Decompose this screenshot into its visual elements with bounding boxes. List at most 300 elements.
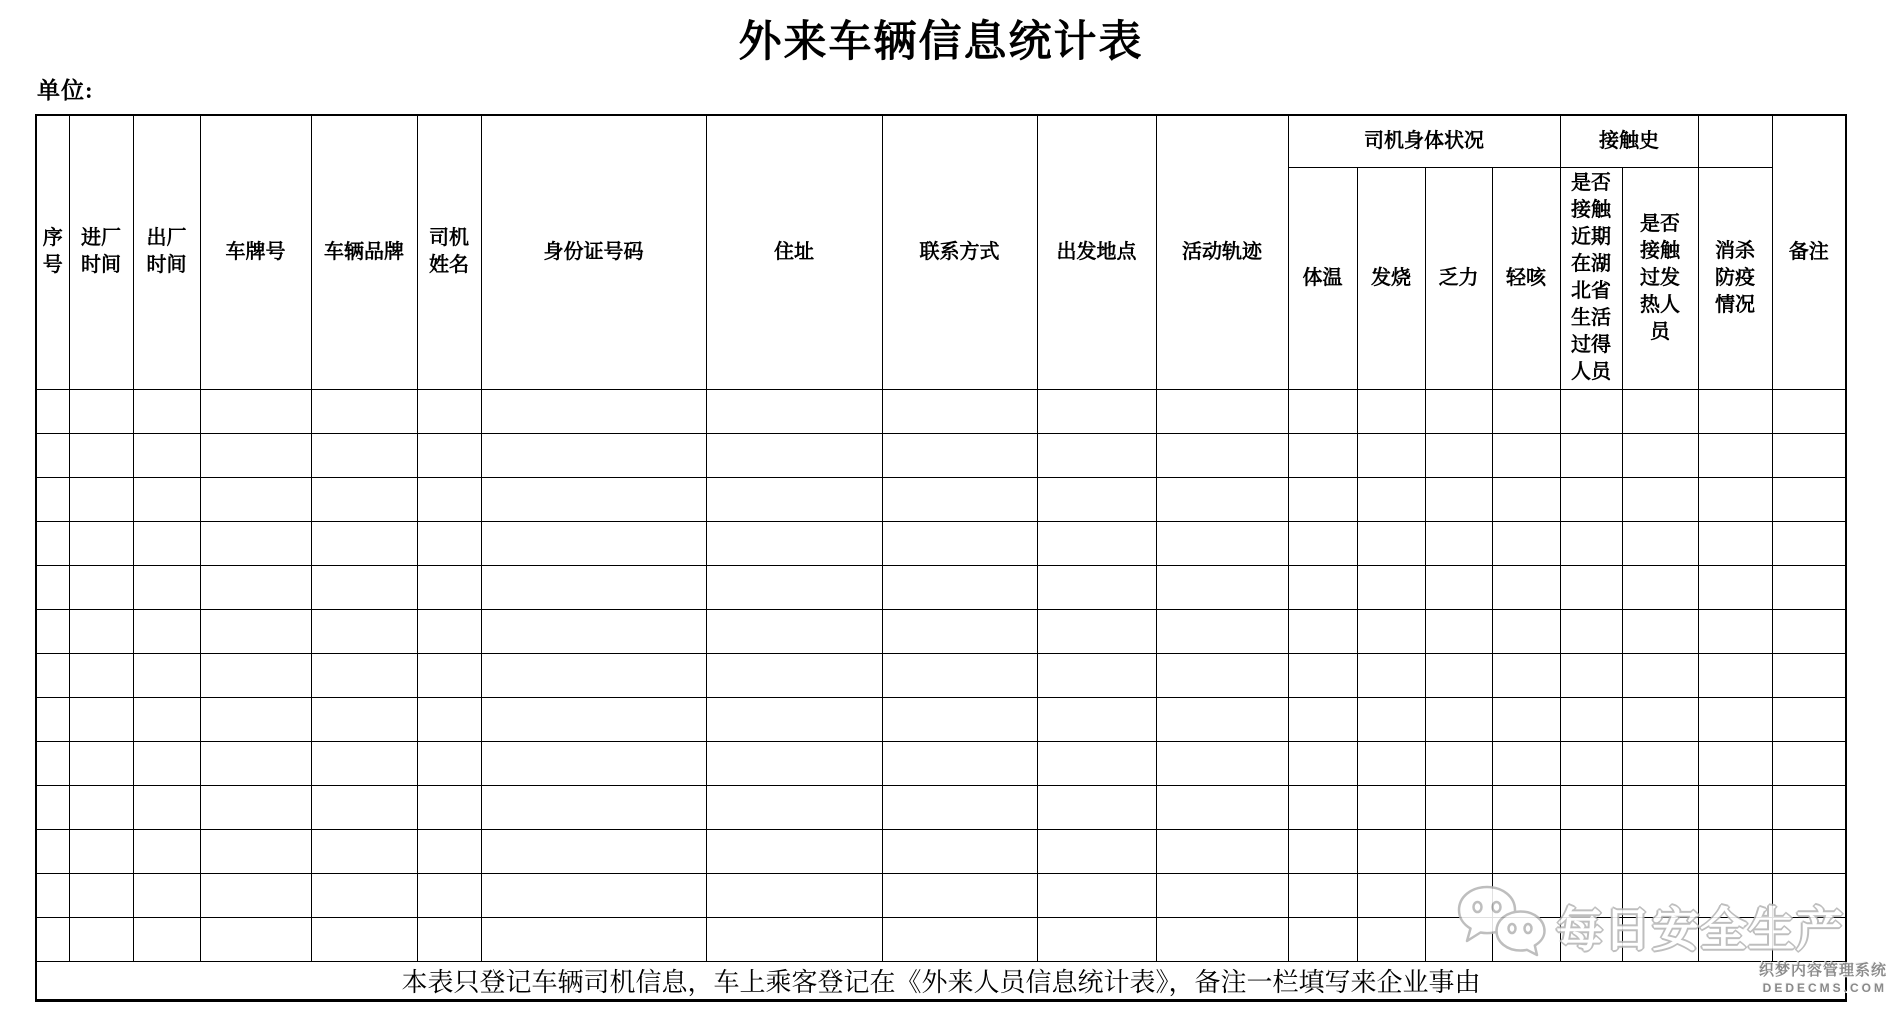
empty-cell	[1037, 565, 1156, 609]
empty-cell	[1357, 433, 1425, 477]
empty-cell	[1156, 917, 1288, 961]
watermark-text: 每日安全生产	[1556, 905, 1844, 957]
empty-cell	[1288, 389, 1357, 433]
header-label: 身份证号码	[543, 240, 644, 263]
empty-cell	[1698, 873, 1772, 917]
empty-cell	[69, 741, 133, 785]
empty-cell	[1425, 609, 1492, 653]
empty-cell	[417, 389, 481, 433]
empty-cell	[1037, 477, 1156, 521]
empty-cell	[1425, 785, 1492, 829]
empty-cell	[311, 389, 417, 433]
empty-cell	[481, 785, 706, 829]
empty-cell	[1288, 609, 1357, 653]
empty-cell	[69, 389, 133, 433]
empty-cell	[1698, 917, 1772, 961]
column-header-hubei-contact	[1560, 167, 1622, 389]
empty-cell	[1772, 917, 1846, 961]
empty-cell	[1288, 477, 1357, 521]
empty-cell	[311, 433, 417, 477]
empty-cell	[1037, 917, 1156, 961]
empty-cell	[417, 433, 481, 477]
empty-cell	[1288, 741, 1357, 785]
empty-cell	[882, 389, 1037, 433]
empty-cell	[36, 873, 69, 917]
header-label: 进厂时间	[81, 227, 121, 277]
empty-cell	[1772, 697, 1846, 741]
empty-cell	[1772, 433, 1846, 477]
empty-cell	[706, 565, 882, 609]
empty-cell	[133, 741, 200, 785]
empty-cell	[133, 873, 200, 917]
empty-cell	[1622, 873, 1698, 917]
empty-cell	[200, 521, 311, 565]
column-header-fever	[1357, 167, 1425, 389]
empty-cell	[1357, 785, 1425, 829]
column-header-fever-contact	[1622, 167, 1698, 389]
empty-cell	[1560, 741, 1622, 785]
empty-cell	[1425, 917, 1492, 961]
empty-cell	[133, 917, 200, 961]
empty-cell	[1156, 565, 1288, 609]
table-footer	[36, 961, 1846, 1000]
empty-cell	[1357, 829, 1425, 873]
empty-cell	[1156, 389, 1288, 433]
empty-cell	[1492, 917, 1560, 961]
empty-cell	[1288, 785, 1357, 829]
empty-cell	[417, 565, 481, 609]
empty-cell	[311, 521, 417, 565]
header-label: 出厂时间	[146, 227, 187, 277]
empty-cell	[200, 785, 311, 829]
empty-cell	[706, 521, 882, 565]
empty-cell	[1037, 521, 1156, 565]
empty-cell	[417, 697, 481, 741]
empty-cell	[1037, 741, 1156, 785]
empty-cell	[1156, 653, 1288, 697]
empty-cell	[417, 521, 481, 565]
empty-cell	[1698, 829, 1772, 873]
empty-cell	[1357, 697, 1425, 741]
empty-cell	[200, 609, 311, 653]
empty-cell	[1698, 477, 1772, 521]
header-label: 联系方式	[919, 240, 1000, 263]
empty-cell	[1772, 873, 1846, 917]
empty-cell	[1772, 477, 1846, 521]
empty-cell	[1357, 477, 1425, 521]
empty-cell	[1622, 565, 1698, 609]
empty-cell	[882, 653, 1037, 697]
empty-cell	[1037, 873, 1156, 917]
empty-cell	[417, 653, 481, 697]
empty-cell	[481, 609, 706, 653]
header-label: 司机身体状况	[1364, 129, 1484, 152]
empty-cell	[1357, 917, 1425, 961]
empty-cell	[1698, 785, 1772, 829]
empty-cell	[1037, 697, 1156, 741]
empty-cell	[200, 389, 311, 433]
header-label: 是否接触近期在湖北省生活过得人员	[1571, 172, 1611, 383]
empty-cell	[481, 521, 706, 565]
empty-cell	[706, 697, 882, 741]
column-header-fatigue	[1425, 167, 1492, 389]
empty-cell	[1492, 433, 1560, 477]
empty-cell	[1037, 829, 1156, 873]
empty-cell	[69, 521, 133, 565]
empty-cell	[1288, 521, 1357, 565]
empty-cell	[1156, 609, 1288, 653]
empty-cell	[706, 785, 882, 829]
empty-cell	[882, 873, 1037, 917]
header-label: 活动轨迹	[1182, 240, 1262, 263]
header-label: 是否接触过发热人员	[1640, 212, 1680, 343]
empty-cell	[417, 609, 481, 653]
empty-cell	[1772, 785, 1846, 829]
header-spacer-cell	[1698, 115, 1772, 167]
empty-cell	[706, 389, 882, 433]
empty-cell	[882, 433, 1037, 477]
empty-cell	[311, 565, 417, 609]
empty-cell	[1425, 433, 1492, 477]
empty-cell	[1156, 521, 1288, 565]
empty-cell	[1156, 697, 1288, 741]
empty-cell	[36, 785, 69, 829]
column-header-entry-time	[69, 115, 133, 389]
header-label: 车辆品牌	[324, 240, 404, 263]
header-label: 乏力	[1438, 266, 1479, 289]
empty-cell	[1560, 521, 1622, 565]
empty-cell	[69, 609, 133, 653]
header-label: 轻咳	[1506, 266, 1546, 289]
empty-cell	[200, 697, 311, 741]
empty-cell	[417, 477, 481, 521]
empty-cell	[69, 697, 133, 741]
empty-cell	[1698, 653, 1772, 697]
empty-cell	[311, 653, 417, 697]
table-row	[36, 741, 1846, 785]
table-row	[36, 697, 1846, 741]
empty-cell	[36, 389, 69, 433]
cms-badge	[1759, 961, 1887, 996]
empty-cell	[1772, 653, 1846, 697]
empty-cell	[1425, 741, 1492, 785]
empty-cell	[1698, 741, 1772, 785]
table-row	[36, 873, 1846, 917]
empty-cell	[706, 433, 882, 477]
column-header-light-cough	[1492, 167, 1560, 389]
column-header-departure-place	[1037, 115, 1156, 389]
table-row	[36, 389, 1846, 433]
empty-cell	[1288, 829, 1357, 873]
empty-cell	[706, 917, 882, 961]
header-label: 车牌号	[225, 240, 286, 263]
header-label: 接触史	[1599, 129, 1659, 152]
empty-cell	[200, 653, 311, 697]
empty-cell	[69, 917, 133, 961]
empty-cell	[1560, 433, 1622, 477]
empty-cell	[1772, 609, 1846, 653]
empty-cell	[1622, 609, 1698, 653]
empty-cell	[1037, 389, 1156, 433]
empty-cell	[69, 477, 133, 521]
empty-cell	[1560, 873, 1622, 917]
empty-cell	[1560, 389, 1622, 433]
empty-cell	[1156, 741, 1288, 785]
column-header-vehicle-brand	[311, 115, 417, 389]
empty-cell	[1622, 389, 1698, 433]
group-header-contact-history	[1560, 115, 1698, 167]
empty-cell	[133, 433, 200, 477]
empty-cell	[1425, 521, 1492, 565]
empty-cell	[200, 829, 311, 873]
empty-cell	[1288, 917, 1357, 961]
empty-cell	[133, 829, 200, 873]
empty-cell	[417, 785, 481, 829]
empty-cell	[1772, 829, 1846, 873]
empty-cell	[311, 873, 417, 917]
empty-cell	[1156, 433, 1288, 477]
empty-cell	[133, 609, 200, 653]
column-header-address	[706, 115, 882, 389]
empty-cell	[882, 609, 1037, 653]
empty-cell	[311, 609, 417, 653]
empty-cell	[1622, 917, 1698, 961]
empty-cell	[1492, 697, 1560, 741]
empty-cell	[1425, 697, 1492, 741]
empty-cell	[417, 873, 481, 917]
empty-cell	[69, 653, 133, 697]
empty-cell	[882, 697, 1037, 741]
column-header-disinfection	[1698, 167, 1772, 389]
empty-cell	[481, 433, 706, 477]
table-row	[36, 653, 1846, 697]
column-header-id-number	[481, 115, 706, 389]
empty-cell	[1698, 565, 1772, 609]
empty-cell	[311, 741, 417, 785]
empty-cell	[1622, 477, 1698, 521]
empty-cell	[1357, 653, 1425, 697]
empty-cell	[882, 917, 1037, 961]
empty-cell	[1288, 873, 1357, 917]
empty-cell	[481, 653, 706, 697]
empty-cell	[1560, 917, 1622, 961]
empty-cell	[69, 433, 133, 477]
empty-cell	[133, 697, 200, 741]
empty-cell	[1156, 785, 1288, 829]
empty-cell	[1622, 829, 1698, 873]
empty-cell	[882, 785, 1037, 829]
empty-cell	[1288, 697, 1357, 741]
empty-cell	[69, 873, 133, 917]
column-header-body-temperature	[1288, 167, 1357, 389]
empty-cell	[1425, 565, 1492, 609]
empty-cell	[1492, 477, 1560, 521]
empty-cell	[200, 741, 311, 785]
empty-cell	[1772, 389, 1846, 433]
empty-cell	[1357, 565, 1425, 609]
empty-cell	[481, 565, 706, 609]
empty-cell	[706, 741, 882, 785]
column-header-driver-name	[417, 115, 481, 389]
empty-cell	[1037, 433, 1156, 477]
empty-cell	[1698, 521, 1772, 565]
empty-cell	[200, 433, 311, 477]
empty-cell	[1156, 829, 1288, 873]
empty-cell	[36, 477, 69, 521]
empty-cell	[1560, 653, 1622, 697]
table-row	[36, 829, 1846, 873]
column-header-serial-number	[36, 115, 69, 389]
column-header-plate-number	[200, 115, 311, 389]
empty-cell	[1037, 653, 1156, 697]
empty-cell	[1425, 389, 1492, 433]
empty-cell	[36, 829, 69, 873]
empty-cell	[1622, 741, 1698, 785]
statistics-table	[35, 114, 1847, 1002]
empty-cell	[36, 653, 69, 697]
empty-cell	[1425, 829, 1492, 873]
footer-note: 本表只登记车辆司机信息，车上乘客登记在《外来人员信息统计表》，备注一栏填写来企业事由	[36, 961, 1846, 1000]
column-header-exit-time	[133, 115, 200, 389]
empty-cell	[1560, 697, 1622, 741]
empty-cell	[36, 917, 69, 961]
empty-cell	[311, 785, 417, 829]
header-label: 备注	[1788, 240, 1829, 263]
empty-cell	[69, 829, 133, 873]
empty-cell	[1156, 873, 1288, 917]
column-header-contact	[882, 115, 1037, 389]
table-header	[36, 115, 1846, 389]
empty-cell	[1357, 741, 1425, 785]
empty-cell	[36, 565, 69, 609]
header-row-groups	[36, 115, 1846, 167]
column-header-remarks	[1772, 115, 1846, 389]
empty-cell	[200, 565, 311, 609]
empty-cell	[706, 873, 882, 917]
empty-cell	[1698, 433, 1772, 477]
empty-cell	[133, 565, 200, 609]
empty-cell	[882, 565, 1037, 609]
cms-badge-line1: 织梦内容管理系统	[1758, 962, 1887, 979]
cms-badge-line2: DEDECMS.COM	[1762, 980, 1887, 995]
footer-row	[36, 961, 1846, 1000]
table-row	[36, 609, 1846, 653]
empty-cell	[69, 565, 133, 609]
table-row	[36, 433, 1846, 477]
empty-cell	[133, 389, 200, 433]
table-row	[36, 521, 1846, 565]
empty-cell	[706, 477, 882, 521]
header-label: 体温	[1302, 266, 1343, 289]
header-label: 序号	[42, 227, 63, 277]
table-body	[36, 389, 1846, 961]
empty-cell	[1492, 609, 1560, 653]
empty-cell	[1492, 389, 1560, 433]
header-label: 司机姓名	[429, 227, 469, 277]
empty-cell	[1037, 609, 1156, 653]
table-row	[36, 917, 1846, 961]
empty-cell	[1560, 609, 1622, 653]
empty-cell	[882, 829, 1037, 873]
empty-cell	[1492, 829, 1560, 873]
empty-cell	[36, 697, 69, 741]
empty-cell	[311, 477, 417, 521]
header-label: 出发地点	[1056, 240, 1137, 263]
empty-cell	[1492, 521, 1560, 565]
empty-cell	[1288, 565, 1357, 609]
empty-cell	[200, 917, 311, 961]
empty-cell	[36, 433, 69, 477]
empty-cell	[1425, 873, 1492, 917]
empty-cell	[1288, 433, 1357, 477]
empty-cell	[1772, 741, 1846, 785]
table-row	[36, 785, 1846, 829]
empty-cell	[882, 741, 1037, 785]
empty-cell	[481, 873, 706, 917]
empty-cell	[481, 477, 706, 521]
empty-cell	[1492, 741, 1560, 785]
empty-cell	[1560, 565, 1622, 609]
empty-cell	[417, 829, 481, 873]
empty-cell	[706, 829, 882, 873]
empty-cell	[417, 741, 481, 785]
empty-cell	[1698, 609, 1772, 653]
table-row	[36, 477, 1846, 521]
empty-cell	[1492, 565, 1560, 609]
empty-cell	[1357, 389, 1425, 433]
empty-cell	[1560, 477, 1622, 521]
empty-cell	[1425, 477, 1492, 521]
empty-cell	[481, 697, 706, 741]
header-label: 住址	[774, 240, 814, 263]
column-header-activity-track	[1156, 115, 1288, 389]
header-label: 发烧	[1371, 266, 1411, 289]
empty-cell	[1357, 521, 1425, 565]
empty-cell	[1772, 521, 1846, 565]
empty-cell	[1622, 785, 1698, 829]
empty-cell	[200, 873, 311, 917]
empty-cell	[882, 477, 1037, 521]
empty-cell	[706, 653, 882, 697]
group-header-driver-health	[1288, 115, 1560, 167]
empty-cell	[133, 477, 200, 521]
empty-cell	[1492, 873, 1560, 917]
page-title: 外来车辆信息统计表	[738, 19, 1144, 66]
empty-cell	[1156, 477, 1288, 521]
empty-cell	[706, 609, 882, 653]
empty-cell	[481, 917, 706, 961]
unit-label: 单位:	[37, 78, 94, 103]
empty-cell	[1560, 829, 1622, 873]
empty-cell	[1622, 653, 1698, 697]
empty-cell	[133, 653, 200, 697]
empty-cell	[1772, 565, 1846, 609]
empty-cell	[200, 477, 311, 521]
empty-cell	[1560, 785, 1622, 829]
empty-cell	[1622, 433, 1698, 477]
empty-cell	[36, 609, 69, 653]
empty-cell	[1288, 653, 1357, 697]
empty-cell	[1357, 873, 1425, 917]
empty-cell	[1698, 389, 1772, 433]
empty-cell	[311, 829, 417, 873]
empty-cell	[1622, 521, 1698, 565]
empty-cell	[69, 785, 133, 829]
empty-cell	[1037, 785, 1156, 829]
empty-cell	[481, 829, 706, 873]
empty-cell	[1492, 785, 1560, 829]
empty-cell	[133, 521, 200, 565]
